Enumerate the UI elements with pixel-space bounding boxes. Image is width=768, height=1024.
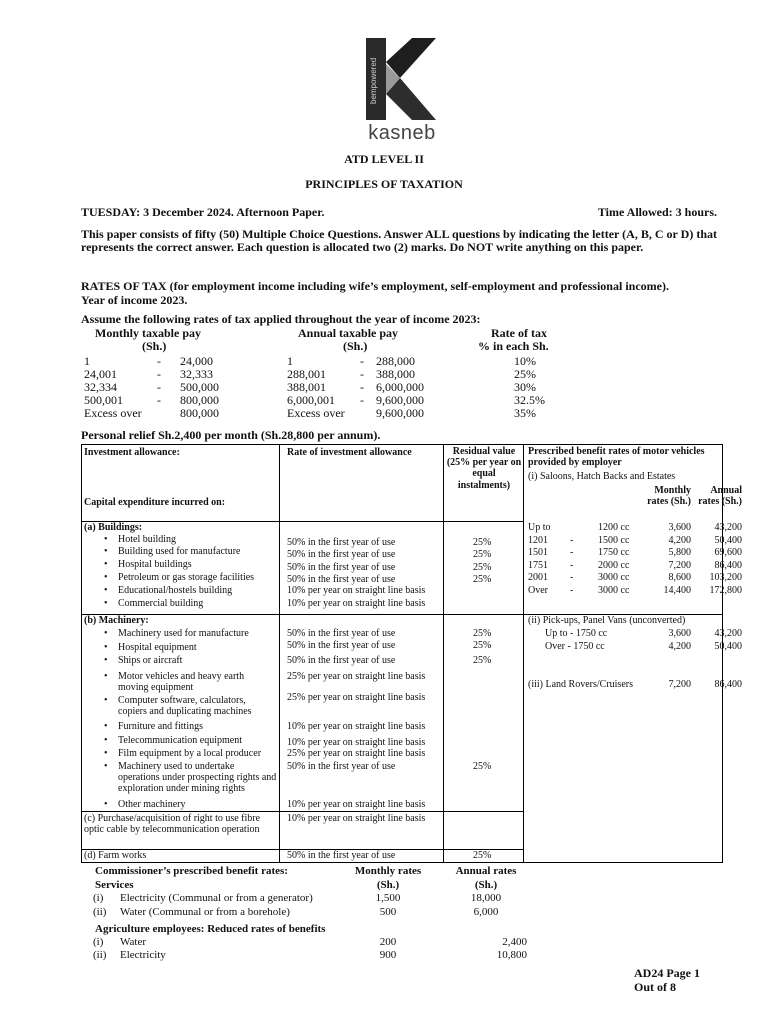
monthly-rates-header: Monthly rates (Sh.) — [647, 485, 691, 508]
service-row: (i) Electricity (Communal or from a generator) 1,500 18,000 — [93, 892, 502, 904]
logo-tagline: bempowered — [369, 57, 378, 104]
residual-header: Residual value (25% per year on equal instalments) — [446, 446, 522, 491]
saloons-header: (i) Saloons, Hatch Backs and Estates — [528, 471, 676, 482]
exam-date: TUESDAY: 3 December 2024. Afternoon Paper. — [81, 205, 325, 219]
fibre-optic-item: (c) Purchase/acquisition of right to use fibre optic cable by telecommunication operation — [84, 813, 261, 836]
building-row: • Commercial building 10% per year on straight line basis — [104, 598, 426, 609]
comm-annual-header: Annual rates — [455, 865, 517, 877]
building-row: • Petroleum or gas storage facilities 50% in the first year of use 25% — [104, 572, 492, 585]
machinery-header: (b) Machinery: — [84, 615, 149, 626]
agri-title: Agriculture employees: Reduced rates of benefits — [95, 923, 326, 935]
building-row: • Building used for manufacture 50% in the first year of use 25% — [104, 546, 492, 560]
tax-rate-row: 24,001 - 32,333 288,001 - 388,000 25% — [84, 367, 536, 381]
saloon-rows — [528, 522, 742, 597]
kasneb-logo-mark — [362, 34, 438, 124]
time-allowed: Time Allowed: 3 hours. — [597, 205, 717, 219]
landrover-row: (iii) Land Rovers/Cruisers 7,200 86,400 — [528, 679, 742, 690]
farm-works-rate: 50% in the first year of use — [287, 850, 396, 861]
saloon-row: 1501 - 1750 cc 5,800 69,600 — [528, 547, 742, 558]
fibre-optic-rate: 10% per year on straight line basis — [287, 813, 426, 824]
instructions: This paper consists of fifty (50) Multiple Choice Questions. Answer ALL questions by indicating the letter (A, B, C or D) that represents the correct answer. Each question is allocated two (2) marks. Do NOT write anything on this paper. — [81, 227, 717, 254]
saloon-row: Over - 3000 cc 14,400 172,800 — [528, 584, 742, 596]
tax-rate-row: 1 - 24,000 1 - 288,000 10% — [84, 354, 536, 368]
tax-rate-row: 500,001 - 800,000 6,000,001 - 9,600,000 32.5% — [84, 393, 545, 407]
col-monthly-sh: (Sh.) — [142, 339, 167, 353]
col-annual-sh: (Sh.) — [343, 339, 368, 353]
exam-level: ATD LEVEL II — [344, 152, 424, 166]
col-rate-header: Rate of tax — [491, 326, 547, 340]
commissioner-title: Commissioner’s prescribed benefit rates: — [95, 865, 288, 877]
comm-monthly-header: Monthly rates — [354, 865, 422, 877]
saloon-row: 2001 - 3000 cc 8,600 103,200 — [528, 572, 742, 583]
benefit-header: Prescribed benefit rates of motor vehicles provided by employer — [528, 446, 705, 469]
services-rows — [93, 892, 533, 920]
page-total: Out of 8 — [634, 980, 676, 994]
page-number: AD24 Page 1 — [634, 966, 700, 980]
annual-rates-header: Annual rates (Sh.) — [698, 485, 742, 508]
col-monthly-header: Monthly taxable pay — [95, 326, 202, 340]
comm-monthly-sh: (Sh.) — [376, 879, 400, 891]
saloon-row: Up to 1200 cc 3,600 43,200 — [528, 522, 742, 533]
personal-relief: Personal relief Sh.2,400 per month (Sh.28,800 per annum). — [81, 428, 381, 442]
allowance-table: Investment allowance: Capital expenditure incurred on: Rate of investment allowance Residual value (25% per year on equal instalments) Prescribed benefit rates of motor vehicles provided by employer (i) Saloons, Hatch Backs and Estates Monthly rates (Sh.) Annual rates (Sh.) (a) Buildings: • Hotel building 50% in the first year of use 25% • Building used for manufacture 50% in the first year of use 25% • Hospital buildings 50% in the first year of use 25% • Petroleum or gas storage facilities 50% in the first year of use 25% • Educational/hostels building 10% per year on straight line basis • Commercial building 10% per year on straight line basis Up to 1200 cc 3,600 43,200 1201 - 1500 cc 4,200 50,400 1501 - 1750 cc 5,800 69,600 1751 - 2000 cc 7,200 86,400 2001 - 3000 cc 8,600 103,200 Over - 3000 cc 14,400 172,800 (b) Machinery: • Machinery used for manufacture 50% in the first year of use 25% • Hospital equipment 50% in the first year of use 25% • Ships or aircraft 50% in the first year of use 25% • Motor vehicles and heavy earth moving equipment 25% per year on straight line basis • Computer software, calculators, copiers and duplicating machines 25% per year on straight line basis • Furniture and fittings 10% per year on straight line basis • Telecommunication equipment 10% per year on straight line basis • Film equipment by a local producer 25% per year on straight line basis • Machinery used to undertake operations under prospecting rights and exploration under mining rights 50% in the first year of use 25% • Other machinery 10% per year on straight line basis (ii) Pick-ups, Panel Vans (unconverted) Up to - 1750 cc 3,600 43,200 Over - 1750 cc 4,200 50,400 (iii) Land Rovers/Cruisers 7,200 86,400 (c) Purchase/acquisition of right to use fibre optic cable by telecommunication operation 10% per year on straight line basis (d) Farm works 50% in the first year of use 25% — [81, 444, 723, 863]
exam-subject: PRINCIPLES OF TAXATION — [305, 177, 463, 191]
tax-rate-row: 32,334 - 500,000 388,001 - 6,000,000 30% — [84, 380, 536, 394]
investment-allowance-header: Investment allowance: — [84, 447, 180, 458]
pickup-row: Over - 1750 cc 4,200 50,400 — [545, 641, 742, 652]
logo-brand-name: kasneb — [368, 122, 436, 144]
rates-assume: Assume the following rates of tax applied throughout the year of income 2023: — [81, 312, 481, 326]
tax-rate-rows — [84, 355, 604, 420]
pickup-row: Up to - 1750 cc 3,600 43,200 — [545, 628, 742, 639]
buildings-header: (a) Buildings: — [84, 522, 143, 533]
kasneb-logo — [362, 34, 438, 124]
rates-title: RATES OF TAX (for employment income including wife’s employment, self-employment and professional income). — [81, 279, 669, 293]
farm-works-item: (d) Farm works — [84, 850, 147, 861]
col-rate-sub: % in each Sh. — [478, 339, 549, 353]
farm-works-residual: 25% — [473, 850, 492, 861]
comm-annual-sh: (Sh.) — [474, 879, 498, 891]
saloon-row: 1201 - 1500 cc 4,200 50,400 — [528, 534, 742, 546]
service-row: (ii) Water (Communal or from a borehole) 500 6,000 — [93, 906, 499, 918]
services-label: Services — [95, 879, 134, 891]
col-annual-header: Annual taxable pay — [298, 326, 399, 340]
agri-row: (ii) Electricity 900 10,800 — [93, 949, 527, 961]
building-row: • Hotel building 50% in the first year of use 25% — [104, 534, 492, 548]
rates-year: Year of income 2023. — [81, 293, 188, 307]
tax-rate-row: Excess over 800,000 Excess over 9,600,000 35% — [84, 406, 536, 420]
saloon-row: 1751 - 2000 cc 7,200 86,400 — [528, 559, 742, 571]
capex-header: Capital expenditure incurred on: — [84, 497, 226, 508]
building-row: • Educational/hostels building 10% per year on straight line basis — [104, 585, 426, 596]
pickup-rows — [528, 628, 742, 654]
rate-header: Rate of investment allowance — [287, 447, 412, 458]
pickups-header: (ii) Pick-ups, Panel Vans (unconverted) — [528, 615, 686, 626]
building-row: • Hospital buildings 50% in the first year of use 25% — [104, 559, 492, 573]
agri-rows — [93, 936, 533, 962]
agri-row: (i) Water 200 2,400 — [93, 936, 527, 948]
